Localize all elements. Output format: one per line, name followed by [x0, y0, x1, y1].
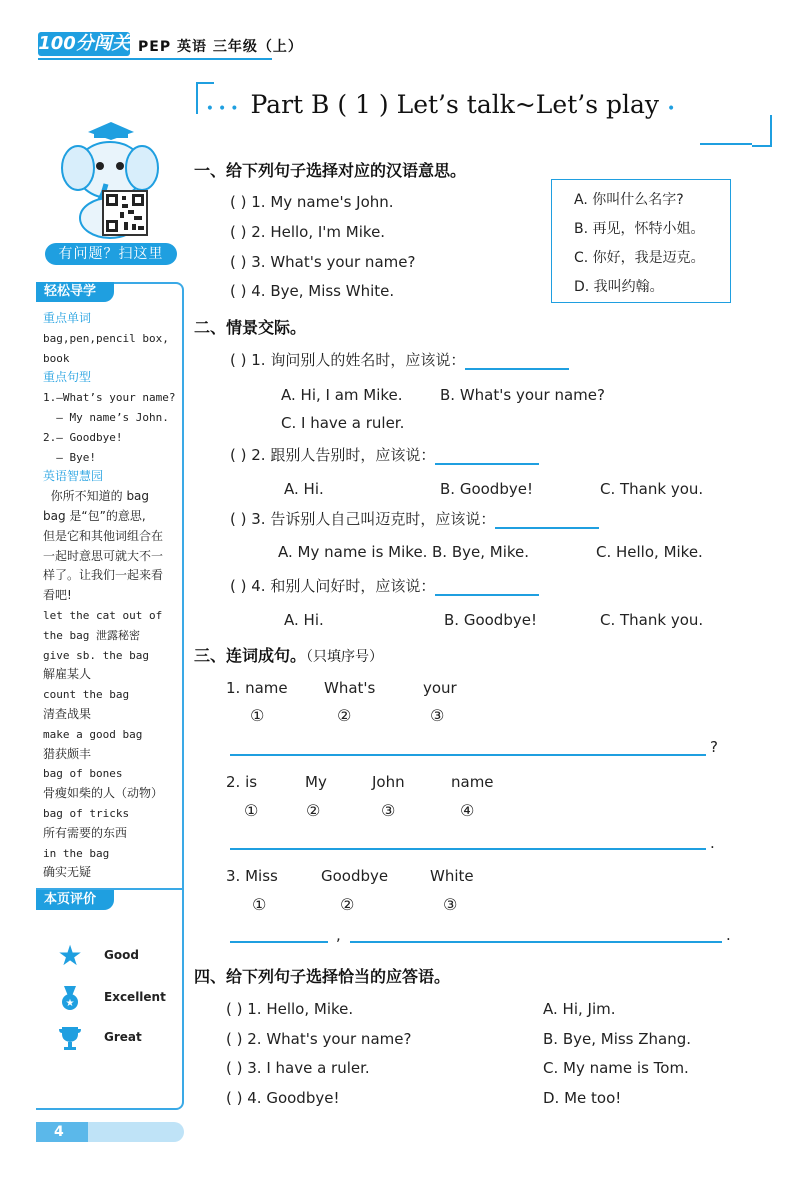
phrase-line: make a good bag [43, 727, 143, 741]
s2-q4: ( ) 4. 和别人问好时，应该说： [230, 577, 436, 595]
s2-question [230, 349, 569, 370]
s3-word: your [423, 679, 457, 697]
vocab-line: bag,pen,pencil box, [43, 331, 169, 345]
s4-answer: A. Hi, Jim. [543, 1000, 616, 1018]
eval-label: Good [104, 948, 139, 962]
s1-option: C. 你好，我是迈克。 [574, 250, 705, 266]
section-3-title: 三、连词成句。 [194, 646, 307, 665]
s3-end-mark: . [710, 834, 715, 852]
phrase-line: 清查战果 [43, 706, 92, 721]
phrase-line: give sb. the bag [43, 648, 149, 662]
eval-good[interactable] [56, 939, 176, 972]
s3-num: ① [244, 801, 259, 820]
s3-word: What's [324, 679, 376, 697]
wisdom-line: 一起时意思可就大不一 [43, 548, 164, 563]
eval-tab: 本页评价 [36, 890, 114, 910]
s2-q2-blank[interactable] [435, 447, 539, 465]
s3-word: White [430, 867, 474, 885]
phrase-line: 确实无疑 [43, 865, 92, 880]
title-bracket-right [752, 115, 772, 147]
s2-q1-option-b: B. What's your name? [440, 386, 605, 404]
phrase-line: in the bag [43, 846, 110, 860]
phrase-line: bag of bones [43, 767, 123, 781]
section-2-heading: 二、情景交际。 [194, 318, 307, 337]
s2-q2-option-c: C. Thank you. [600, 480, 704, 498]
s1-option: D. 我叫约翰。 [574, 279, 664, 295]
s3-num: ② [340, 895, 355, 914]
s1-options-box [551, 179, 731, 303]
s2-question [230, 444, 539, 465]
s4-answer: B. Bye, Miss Zhang. [543, 1030, 692, 1048]
s1-item[interactable]: ( ) 2. Hello, I'm Mike. [230, 223, 386, 241]
s2-q3-blank[interactable] [495, 511, 599, 529]
section-1-heading: 一、给下列句子选择对应的汉语意思。 [194, 161, 467, 180]
s2-q1-option-a: A. Hi, I am Mike. [281, 386, 403, 404]
page-title: ••• Part B ( 1 ) Let’s talk~Let’s play • [205, 90, 680, 119]
sidebar-tab: 轻松导学 [36, 282, 114, 302]
s3-word: 3. Miss [226, 867, 278, 885]
s3-word: 2. is [226, 773, 258, 791]
s2-q3: ( ) 3. 告诉别人自己叫迈克时，应该说： [230, 510, 496, 528]
s2-q2-option-a: A. Hi. [284, 480, 324, 498]
phrase-line: 所有需要的东西 [43, 825, 128, 840]
s2-q3-option-a: A. My name is Mike. [278, 543, 428, 561]
s3-word: name [451, 773, 494, 791]
medal-icon [56, 984, 84, 1012]
s3-num: ③ [443, 895, 458, 914]
s2-q4-option-a: A. Hi. [284, 611, 324, 629]
vocab-heading: 重点单词 [43, 311, 92, 325]
wisdom-heading: 英语智慧园 [43, 469, 104, 484]
s3-word: 1. name [226, 679, 288, 697]
phrase-line: 骨瘦如柴的人（动物） [43, 786, 164, 801]
s3-num: ③ [381, 801, 396, 820]
eval-great[interactable] [56, 1024, 176, 1054]
wisdom-line: 但是它和其他词组合在 [43, 528, 164, 543]
s3-num: ② [306, 801, 321, 820]
s2-q2-option-b: B. Goodbye! [440, 480, 533, 498]
wisdom-line: 看吧! [43, 588, 72, 603]
s4-item[interactable]: ( ) 4. Goodbye! [226, 1089, 340, 1107]
s3-comma: , [336, 926, 341, 944]
s4-item[interactable]: ( ) 1. Hello, Mike. [226, 1000, 354, 1018]
s1-option: B. 再见，怀特小姐。 [574, 221, 705, 237]
s3-word: Goodbye [321, 867, 389, 885]
svg-text:★: ★ [65, 998, 75, 1009]
s3-answer-line-3a[interactable] [230, 941, 328, 943]
s3-answer-line-2[interactable] [230, 848, 706, 850]
s2-q4-option-b: B. Goodbye! [444, 611, 537, 629]
s2-q4-blank[interactable] [435, 578, 539, 596]
header-divider [38, 58, 272, 60]
s2-q1-blank[interactable] [465, 352, 569, 370]
phrase-line: let the cat out of [43, 608, 163, 622]
phrase-line: 解雇某人 [43, 667, 92, 682]
phrase-line: 猎获颇丰 [43, 746, 92, 761]
eval-label: Great [104, 1030, 142, 1044]
s1-item[interactable]: ( ) 3. What's your name? [230, 253, 416, 271]
sentence-line: — My name’s John. [43, 410, 169, 424]
s2-question [230, 508, 599, 529]
s2-q4-option-c: C. Thank you. [600, 611, 704, 629]
s3-num: ④ [460, 801, 475, 820]
s4-item[interactable]: ( ) 3. I have a ruler. [226, 1059, 370, 1077]
trophy-icon [56, 1024, 84, 1052]
s3-word: My [305, 773, 327, 791]
title-bracket-right-tail [700, 143, 752, 145]
phrase-line: bag of tricks [43, 806, 130, 820]
s3-answer-line-1[interactable] [230, 754, 706, 756]
wisdom-line: 样了。让我们一起来看 [43, 568, 164, 583]
eval-excellent[interactable] [56, 984, 176, 1014]
wisdom-line: 你所不知道的 bag [43, 489, 150, 504]
s3-num: ② [337, 706, 352, 725]
eval-label: Excellent [104, 990, 166, 1004]
s1-option: A. 你叫什么名字? [574, 192, 684, 208]
brand-logo: 100分闯关 [38, 33, 130, 54]
s3-num: ① [252, 895, 267, 914]
page-number-bar [36, 1122, 184, 1142]
s2-q1-option-c: C. I have a ruler. [281, 414, 405, 432]
s3-answer-line-3b[interactable] [350, 941, 722, 943]
sentence-heading: 重点句型 [43, 370, 92, 385]
phrase-line: count the bag [43, 688, 130, 702]
s1-item[interactable]: ( ) 4. Bye, Miss White. [230, 282, 395, 300]
s4-answer: C. My name is Tom. [543, 1059, 689, 1077]
section-3-note: （只填序号） [306, 649, 384, 665]
s1-item[interactable]: ( ) 1. My name's John. [230, 193, 394, 211]
scan-qr-button[interactable]: 有问题？扫这里 [45, 243, 177, 265]
sidebar-content [43, 309, 183, 883]
star-icon: ★ [57, 939, 83, 972]
vocab-line: book [43, 351, 70, 365]
s2-q2: ( ) 2. 跟别人告别时，应该说： [230, 446, 436, 464]
page-number: 4 [36, 1122, 88, 1142]
phrase-line: the bag 泄露秘密 [43, 628, 140, 642]
s2-q3-option-c: C. Hello, Mike. [596, 543, 703, 561]
section-4-heading: 四、给下列句子选择恰当的应答语。 [194, 967, 451, 986]
s3-end-mark: ? [710, 738, 718, 756]
s4-answer: D. Me too! [543, 1089, 622, 1107]
page-title-text: Part B ( 1 ) Let’s talk~Let’s play [250, 90, 660, 119]
sentence-line: — Bye! [43, 450, 96, 464]
sentence-line: 2.— Goodbye! [43, 430, 123, 444]
s3-end-mark: . [726, 926, 731, 944]
s2-q3-option-b: B. Bye, Mike. [432, 543, 530, 561]
s2-question [230, 575, 539, 596]
sentence-line: 1.—What’s your name? [43, 391, 176, 405]
s4-item[interactable]: ( ) 2. What's your name? [226, 1030, 412, 1048]
s3-num: ③ [430, 706, 445, 725]
s3-num: ① [250, 706, 265, 725]
wisdom-line: bag 是“包”的意思, [43, 508, 146, 523]
section-3-heading [194, 643, 383, 666]
s2-q1: ( ) 1. 询问别人的姓名时，应该说： [230, 351, 466, 369]
book-subject: PEP 英语 三年级（上） [138, 39, 303, 55]
s3-word: John [372, 773, 405, 791]
qr-code-icon[interactable] [102, 190, 148, 236]
